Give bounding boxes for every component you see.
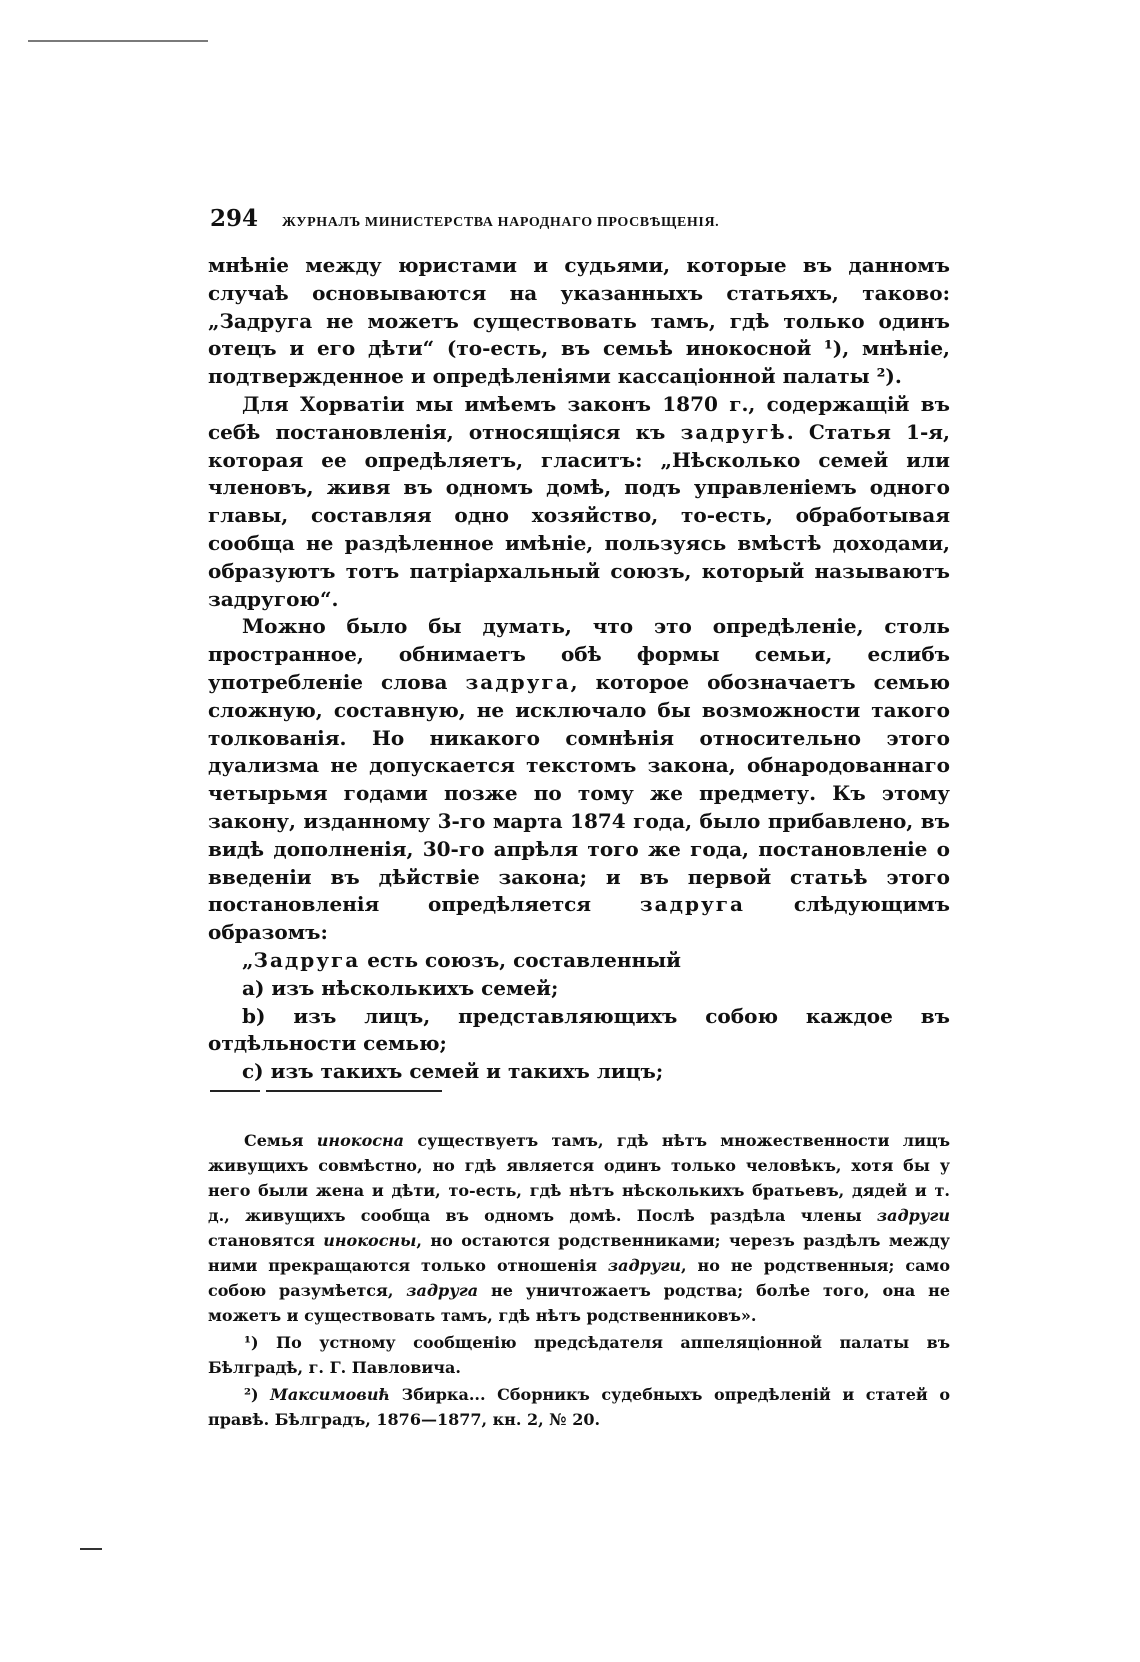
p4-spaced-word: Задруга (253, 947, 361, 972)
footnote-1 (208, 1330, 950, 1380)
p3-spaced-word-2: задруга (639, 892, 745, 917)
running-title: ЖУРНАЛЪ МИНИСТЕРСТВА НАРОДНАГО ПРОСВѢЩЕНІЯ. (282, 215, 720, 230)
footnote-separator (210, 1090, 442, 1092)
footnote-2-mark: ²) (244, 1385, 259, 1404)
footnote-continued (208, 1128, 950, 1328)
paragraph-4 (208, 947, 950, 975)
paragraph-2 (208, 391, 950, 613)
fn0-italic-4: задруги (607, 1256, 681, 1275)
paragraph-3 (208, 613, 950, 947)
list-item-a: a) изъ нѣсколькихъ семей; (242, 975, 559, 1000)
page-number: 294 (210, 205, 259, 232)
p4-text-b: есть союзъ, составленный (360, 947, 682, 972)
fn0-text-e: , но не родственныя; само собою разумѣется, (208, 1256, 950, 1300)
main-text (208, 252, 950, 1086)
fn0-text-f: не уничтожаетъ родства; болѣе того, она не можетъ и существовать тамъ, гдѣ нѣтъ родственниковъ». (208, 1281, 951, 1325)
p2-text-a: Для Хорватіи мы имѣемъ законъ 1870 г., содержащій въ себѣ постановленія, относящіяся къ (208, 391, 950, 444)
list-item-b: b) изъ лицъ, представляющихъ собою каждое въ отдѣльности семью; (208, 1003, 950, 1056)
fn0-italic-5: задруга (406, 1281, 479, 1300)
fn0-italic-2: задруги (876, 1206, 950, 1225)
fn0-italic-3: инокосны (323, 1231, 417, 1250)
footnotes (208, 1128, 950, 1432)
scan-margin-mark (80, 1548, 102, 1550)
fn0-text-c: становятся (208, 1231, 324, 1250)
footnote-2 (208, 1382, 950, 1432)
fn0-text-b: существуетъ тамъ, гдѣ нѣтъ множественности лицъ живущихъ совмѣстно, но гдѣ является одинъ только человѣкъ, хотя бы у него были жена и дѣти, то-есть, гдѣ нѣтъ нѣсколькихъ братьевъ, дядей и т. д., живущихъ сообща въ одномъ домѣ. Послѣ раздѣла члены (208, 1131, 951, 1225)
list-item-c: c) изъ такихъ семей и такихъ лицъ; (242, 1059, 664, 1084)
scan-edge-mark (28, 40, 208, 42)
fn0-text-a: Семья (244, 1131, 317, 1150)
paragraph-1: мнѣніе между юристами и судьями, которые въ данномъ случаѣ основываются на указанныхъ статьяхъ, таково: „Задруга не можетъ существовать тамъ, гдѣ только одинъ отецъ и его дѣти“ (то-есть, въ семьѣ инокосной ¹), мнѣніе, подтвержденное и опредѣленіями кассаціонной палаты ²). (208, 253, 950, 389)
p2-spaced-word: задругѣ (680, 419, 787, 444)
p3-spaced-word-1: задруга (465, 669, 571, 694)
page-header (210, 205, 960, 235)
footnote-1-text: По устному сообщенію предсѣдателя аппеляціонной палаты въ Бѣлградѣ, г. Г. Павловича. (208, 1333, 950, 1377)
p4-text-a: „ (242, 947, 254, 972)
p3-text-a: Можно было бы думать, что это опредѣленіе, столь пространное, обнимаетъ обѣ формы семьи, еслибъ употребленіе слова (208, 614, 950, 694)
footnote-2-author: Максимовић (258, 1385, 391, 1404)
fn0-text-d: , но остаются родственниками; черезъ раздѣлъ между ними прекращаются только отношенія (208, 1231, 950, 1275)
footnote-1-mark: ¹) (244, 1333, 259, 1352)
p3-text-b: , которое обозначаетъ семью сложную, составную, не исключало бы возможности такого толкованія. Но никакого сомнѣнія относительно этого дуализма не допускается текстомъ закона, обнародованнаго четырьмя годами позже по тому же предмету. Къ этому закону, изданному 3-го марта 1874 года, было прибавлено, въ видѣ дополненія, 30-го апрѣля того же года, постановленіе о введеніи въ дѣйствіе закона; и въ первой статьѣ этого постановленія опредѣляется (208, 669, 950, 917)
fn0-italic-1: инокосна (316, 1131, 405, 1150)
footnote-2-text: Збирка... Сборникъ судебныхъ опредѣленій и статей о правѣ. Бѣлградъ, 1876—1877, кн. 2, № 20. (208, 1385, 950, 1429)
p3-text-c: слѣдующимъ образомъ: (208, 892, 950, 945)
p2-text-b: . Статья 1-я, которая ее опредѣляетъ, гласитъ: „Нѣсколько семей или членовъ, живя въ одномъ домѣ, подъ управленіемъ одного главы, составляя одно хозяйство, то-есть, обработывая сообща не раздѣленное имѣніе, пользуясь вмѣстѣ доходами, образуютъ тотъ патріархальный союзъ, который называютъ задругою“. (208, 419, 950, 611)
